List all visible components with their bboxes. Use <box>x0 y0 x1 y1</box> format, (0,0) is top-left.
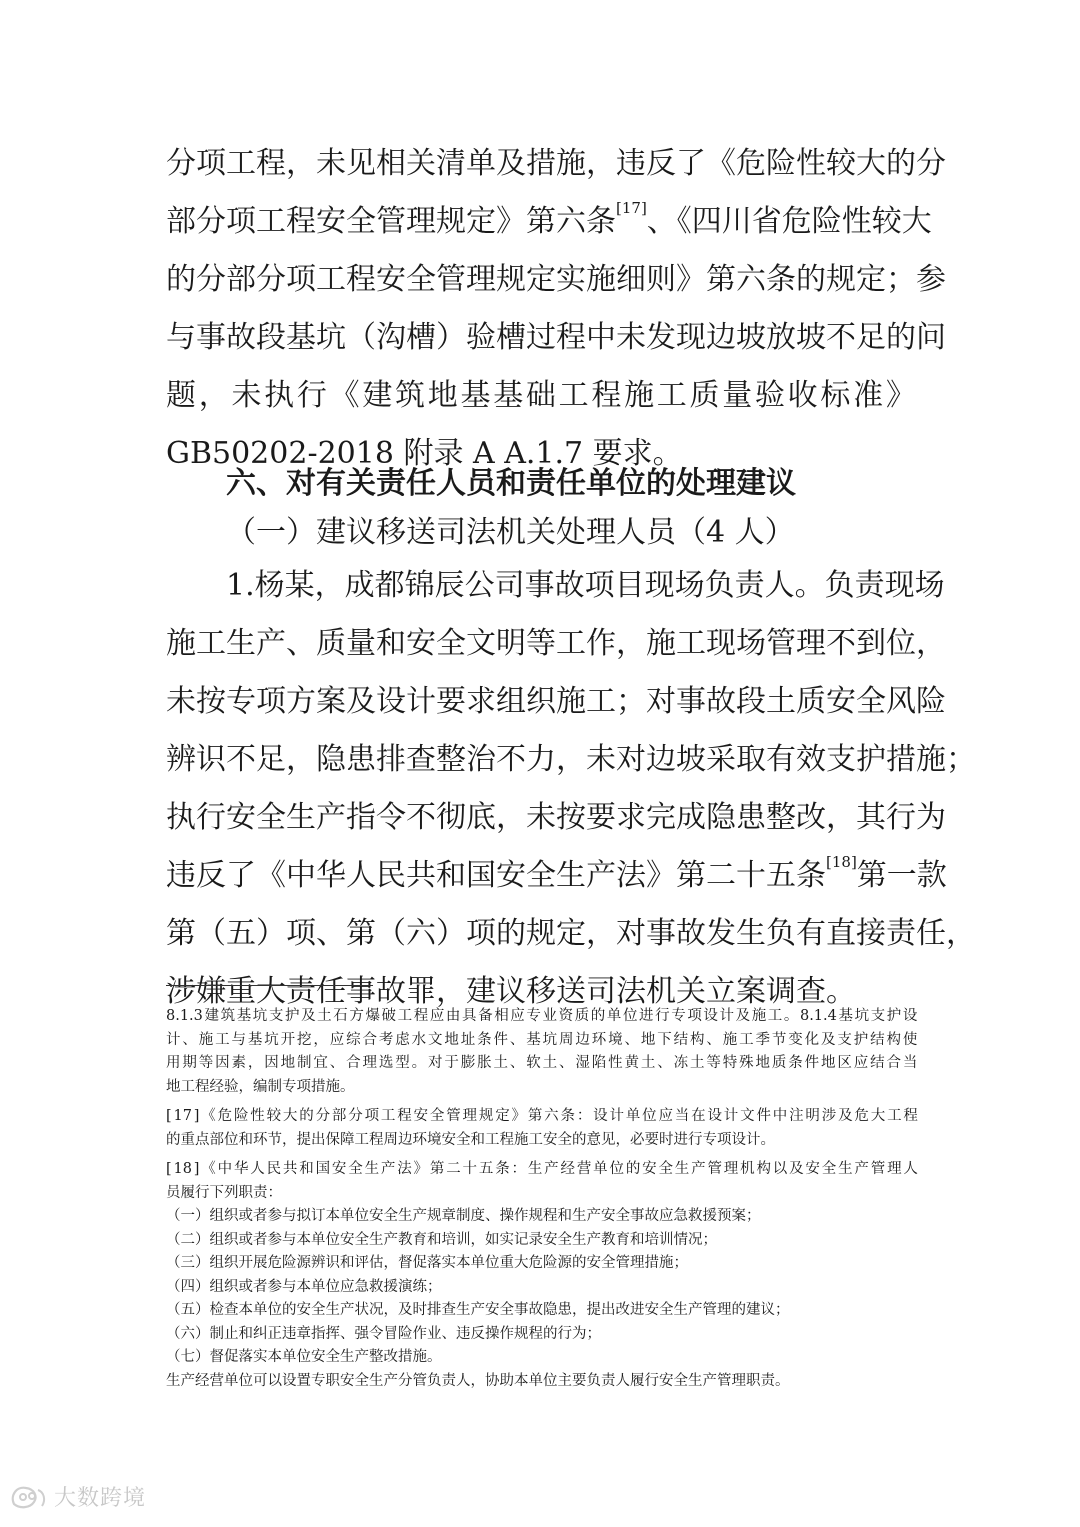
para1-line-2 <box>166 193 932 251</box>
footnote-816-line-3: 用 期 等 因 素 ， 因 地 制 宜 、 合 理 选 型 。 对 于 膨 胀 土 、 软 土 、 湿 陷 性 黄 土 、 冻 土 等 特 殊 地 质 条 件 地 区 应 结 合 当 <box>166 1055 918 1071</box>
footnote-divider <box>166 985 373 986</box>
footnote-816-line-1: 8.1.3 建 筑 基 坑 支 护 及 土 石 方 爆 破 工 程 应 由 具 备 相 应 专 业 资 质 的 单 位 进 行 专 项 设 计 及 施 工 。 8.1.4 基 坑 支 护 设 <box>166 1008 918 1024</box>
para1-line-2-text-a: 部分项工程安全管理规定》第六条 <box>166 204 616 239</box>
paragraph-violation-summary <box>166 135 946 483</box>
footnote-816-line-2: 计 、 施 工 与 基 坑 开 挖 ， 应 综 合 考 虑 水 文 地 址 条 件 、 基 坑 周 边 环 境 、 地 下 结 构 、 施 工 季 节 变 化 及 支 护 结 构 使 <box>166 1031 918 1048</box>
footnote-18-line-2: 员履行下列职责： <box>166 1184 282 1201</box>
para2-line-4: 辨 识 不 足 ， 隐 患 排 查 整 治 不 力 ， 未 对 边 坡 采 取 有 效 支 护 措 施 ； <box>166 742 976 777</box>
footnote-18-item-7: （七）督促落实本单位安全生产整改措施。 <box>166 1349 442 1365</box>
dashujk-logo-icon <box>8 1482 48 1512</box>
para2-line-5: 执 行 安 全 生 产 指 令 不 彻 底 ， 未 按 要 求 完 成 隐 患 整 改 ， 其 行 为 <box>166 800 946 835</box>
para1-line-1: 分 项 工 程 ， 未 见 相 关 清 单 及 措 施 ， 违 反 了 《 危 险 性 较 大 的 分 <box>166 146 946 181</box>
footnote-18-item-1: （一）组织或者参与拟订本单位安全生产规章制度、操作规程和生产安全事故应急救援预案； <box>166 1208 761 1224</box>
para2-line-8: 涉嫌重大责任事故罪，建议移送司法机关立案调查。 <box>166 974 856 1009</box>
ref-18: [18] <box>826 853 857 871</box>
footnote-18-item-4: （四）组织或者参与本单位应急救援演练； <box>166 1278 442 1295</box>
para2-line-6-text-b: 第一款 <box>856 858 947 893</box>
para2-line-6 <box>166 847 947 905</box>
para1-line-6: GB50202-2018 附录 A A.1.7 要求。 <box>166 436 683 471</box>
para2-line-1: 1. 杨 某 ， 成 都 锦 辰 公 司 事 故 项 目 现 场 负 责 人 。 负 责 现 场 <box>226 568 945 603</box>
para2-line-3: 未 按 专 项 方 案 及 设 计 要 求 组 织 施 工 ； 对 事 故 段 土 质 安 全 风 险 <box>166 684 946 719</box>
watermark <box>8 1481 146 1512</box>
footnote-18-item-5: （五）检查本单位的安全生产状况，及时排查生产安全事故隐患，提出改进安全生产管理的建议； <box>166 1302 790 1318</box>
footnote-816-line-4: 地工程经验，编制专项措施。 <box>166 1078 355 1095</box>
para2-line-2: 施 工 生 产 、 质 量 和 安 全 文 明 等 工 作 ， 施 工 现 场 管 理 不 到 位 ， <box>166 626 946 661</box>
para1-line-5: 题 ， 未 执 行 《 建 筑 地 基 基 础 工 程 施 工 质 量 验 收 标 准 》 <box>166 378 916 413</box>
para1-line-3: 的 分 部 分 项 工 程 安 全 管 理 规 定 实 施 细 则 》 第 六 条 的 规 定 ； 参 <box>166 262 946 297</box>
footnote-18-item-2: （二）组织或者参与本单位安全生产教育和培训，如实记录安全生产教育和培训情况； <box>166 1231 717 1248</box>
footnote-17-line-2: 的重点部位和环节，提出保障工程周边环境安全和工程施工安全的意见，必要时进行专项设计。 <box>166 1131 775 1148</box>
footnote-18-item-6: （六）制止和纠正违章指挥、强令冒险作业、违反操作规程的行为； <box>166 1325 601 1342</box>
paragraph-yang-responsibility <box>166 557 976 1021</box>
subheading-judicial-transfer: （一）建议移送司法机关处理人员（4 人） <box>226 515 795 550</box>
para1-line-4: 与 事 故 段 基 坑 （ 沟 槽 ） 验 槽 过 程 中 未 发 现 边 坡 放 坡 不 足 的 问 <box>166 320 946 355</box>
footnote-18-line-1: [ 18 ] 《 中 华 人 民 共 和 国 安 全 生 产 法 》 第 二 十 五 条 ： 生 产 经 营 单 位 的 安 全 生 产 管 理 机 构 以 及 安 全 生 产 管 理 人 <box>166 1161 918 1177</box>
footnote-17-line-1: [ 17 ] 《 危 险 性 较 大 的 分 部 分 项 工 程 安 全 管 理 规 定 》 第 六 条 ： 设 计 单 位 应 当 在 设 计 文 件 中 注 明 涉 及 危 大 工 程 <box>166 1108 918 1124</box>
para1-line-2-text-b: 、《四川省危险性较大 <box>646 204 932 239</box>
section-heading-six: 六、对有关责任人员和责任单位的处理建议 <box>226 466 796 501</box>
footnote-18-item-3: （三）组织开展危险源辨识和评估，督促落实本单位重大危险源的安全管理措施； <box>166 1255 688 1271</box>
para2-line-7: 第 （ 五 ） 项 、 第 （ 六 ） 项 的 规 定 ， 对 事 故 发 生 负 有 直 接 责 任 ， <box>166 916 976 951</box>
ref-17: [17] <box>616 199 647 217</box>
watermark-text: 大数跨境 <box>54 1486 147 1511</box>
footnote-18-closing: 生产经营单位可以设置专职安全生产分管负责人，协助本单位主要负责人履行安全生产管理职责。 <box>166 1372 790 1389</box>
footnotes <box>166 1005 918 1393</box>
para2-line-6-text-a: 违反了《中华人民共和国安全生产法》第二十五条 <box>166 858 826 893</box>
